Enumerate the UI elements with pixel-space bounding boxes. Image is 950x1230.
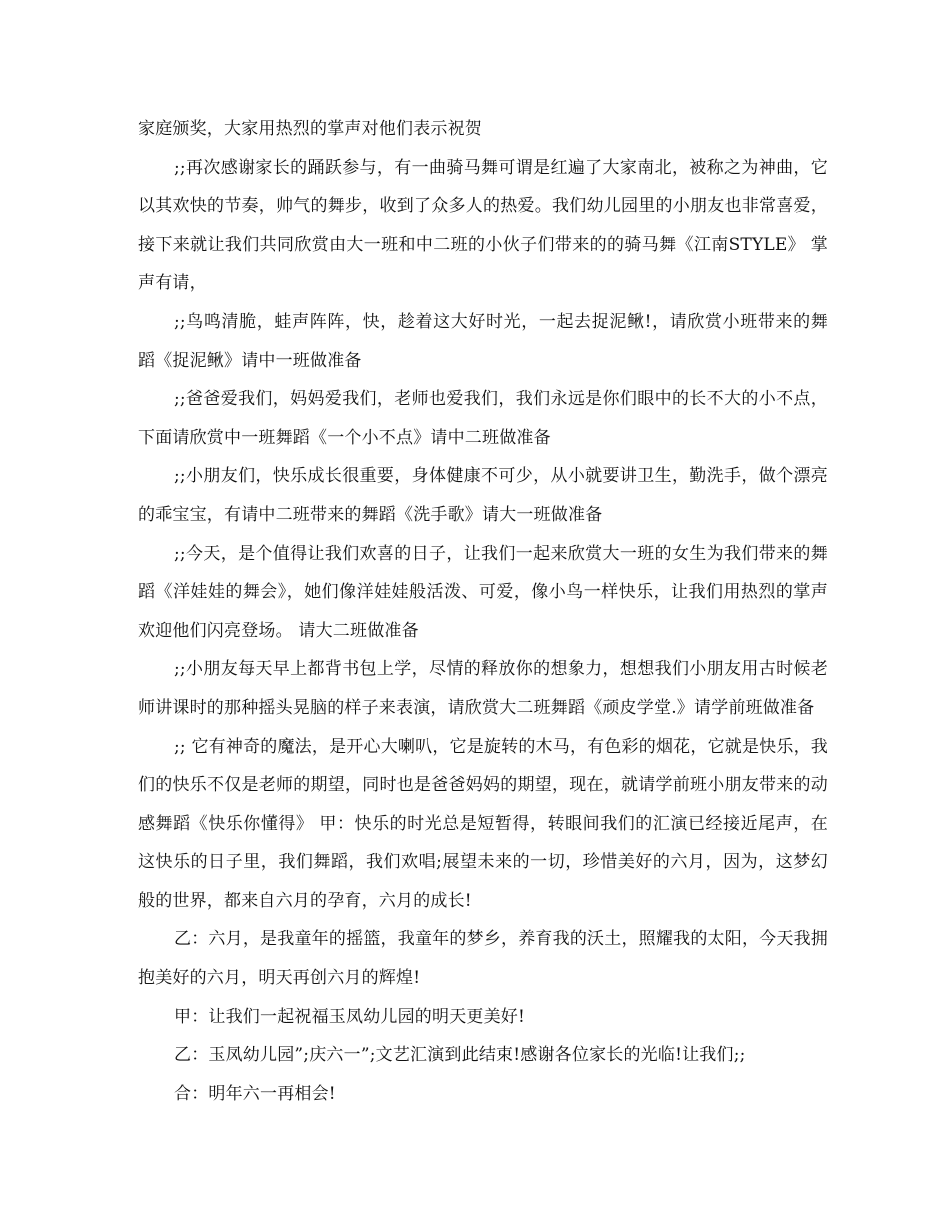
document-body [138,110,828,1113]
paragraph-june-cradle: 乙：六月，是我童年的摇篮，我童年的梦乡，养育我的沃土，照耀我的太阳，今天我拥抱美好的六月，明天再创六月的辉煌! [138,929,828,989]
paragraph-doll-party: ;;今天，是个值得让我们欢喜的日子，让我们一起来欣赏大一班的女生为我们带来的舞蹈《洋娃娃的舞会》，她们像洋娃娃般活泼、可爱，像小鸟一样快乐，让我们用热烈的掌声欢迎他们闪亮登场。 请大二班做准备 [138,543,828,641]
paragraph-blessing: 甲：让我们一起祝福玉凤幼儿园的明天更美好! [174,1006,526,1027]
paragraph-hand-washing: ;;小朋友们，快乐成长很重要，身体健康不可少，从小就要讲卫生，勤洗手，做个漂亮的乖宝宝，有请中二班带来的舞蹈《洗手歌》请大一班做准备 [138,466,828,525]
paragraph-award: 家庭颁奖，大家用热烈的掌声对他们表示祝贺 [138,119,482,139]
paragraph-naughty-school: ;;小朋友每天早上都背书包上学，尽情的释放你的想象力，想想我们小朋友用古时候老师讲课时的那种摇头晃脑的样子来表演，请欣赏大二班舞蹈《顽皮学堂.》请学前班做准备 [138,659,828,718]
paragraph-farewell: 合：明年六一再相会! [174,1083,336,1104]
paragraph-catch-loach: ;;鸟鸣清脆，蛙声阵阵，快，趁着这大好时光，一起去捉泥鳅!，请欣赏小班带来的舞蹈《捉泥鳅》请中一班做准备 [138,311,828,371]
paragraph-closing: 乙：玉凤幼儿园”;庆六一”;文艺汇演到此结束!感谢各位家长的光临!让我们;; [174,1045,746,1066]
paragraph-happy-dance: ;; 它有神奇的魔法，是开心大喇叭，它是旋转的木马，有色彩的烟花，它就是快乐，我们的快乐不仅是老师的期望，同时也是爸爸妈妈的期望，现在，就请学前班小朋友带来的动感舞蹈《快乐你懂得》 甲：快乐的时光总是短暂得，转眼间我们的汇演已经接近尾声，在这快乐的日子里，我们舞蹈，我们欢唱;展望未来的一切，珍惜美好的六月，因为，这梦幻般的世界，都来自六月的孕育，六月的成长! [138,736,828,911]
paragraph-horse-dance: ;;再次感谢家长的踊跃参与，有一曲骑马舞可谓是红遍了大家南北，被称之为神曲，它以其欢快的节奏，帅气的舞步，收到了众多人的热爱。我们幼儿园里的小朋友也非常喜爱，接下来就让我们共同欣赏由大一班和中二班的小伙子们带来的的骑马舞《江南STYLE》 掌声有请， [138,157,828,294]
paragraph-little-dot: ;;爸爸爱我们，妈妈爱我们，老师也爱我们，我们永远是你们眼中的长不大的小不点，下面请欣赏中一班舞蹈《一个小不点》请中二班做准备 [138,389,828,448]
